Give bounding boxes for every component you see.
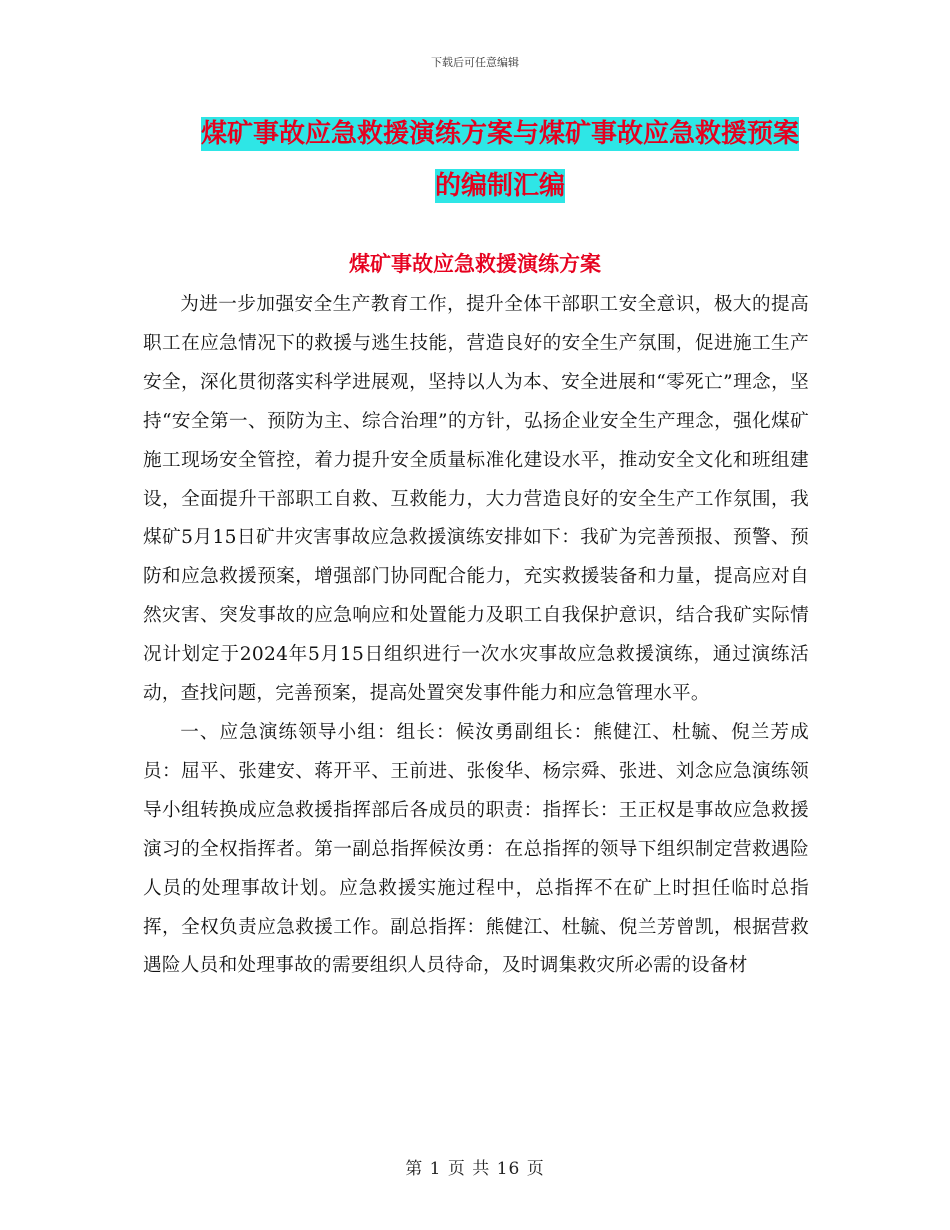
page-number: 第 1 页 共 16 页 xyxy=(405,1159,545,1179)
document-body xyxy=(143,286,809,986)
paragraph: 为进一步加强安全生产教育工作，提升全体干部职工安全意识，极大的提高职工在应急情况下的救援与逃生技能，营造良好的安全生产氛围，促进施工生产安全，深化贯彻落实科学进展观，坚持以人为本、安全进展和“零死亡”理念，坚持“安全第一、预防为主、综合治理”的方针，弘扬企业安全生产理念，强化煤矿施工现场安全管控，着力提升安全质量标准化建设水平，推动安全文化和班组建设，全面提升干部职工自救、互救能力，大力营造良好的安全生产工作氛围，我煤矿5月15日矿井灾害事故应急救援演练安排如下：我矿为完善预报、预警、预防和应急救援预案，增强部门协同配合能力，充实救援装备和力量，提高应对自然灾害、突发事故的应急响应和处置能力及职工自我保护意识，结合我矿实际情况计划定于2024年5月15日组织进行一次水灾事故应急救援演练，通过演练活动，查找问题，完善预案，提高处置突发事件能力和应急管理水平。 xyxy=(143,294,809,705)
section-title: 煤矿事故应急救援演练方案 xyxy=(349,252,601,276)
title-line-2: 的编制汇编 xyxy=(434,171,565,201)
document-title xyxy=(140,108,860,212)
paragraph: 一、应急演练领导小组：组长：候汝勇副组长：熊健江、杜毓、倪兰芳成 员：屈平、张建安、蒋开平、王前进、张俊华、杨宗舜、张进、刘念应急演练领导小组转换成应急救援指挥部后各成员的职责：指挥长：王正权是事故应急救援演习的全权指挥者。第一副总指挥候汝勇：在总指挥的领导下组织制定营救遇险人员的处理事故计划。应急救援实施过程中，总指挥不在矿上时担任临时总指挥，全权负责应急救援工作。副总指挥：熊健江、杜毓、倪兰芳曾凯，根据营救遇险人员和处理事故的需要组织人员待命，及时调集救灾所必需的设备材 xyxy=(143,721,809,977)
header-note: 下载后可任意编辑 xyxy=(431,56,519,69)
title-line-1: 煤矿事故应急救援演练方案与煤矿事故应急救援预案 xyxy=(200,119,799,149)
